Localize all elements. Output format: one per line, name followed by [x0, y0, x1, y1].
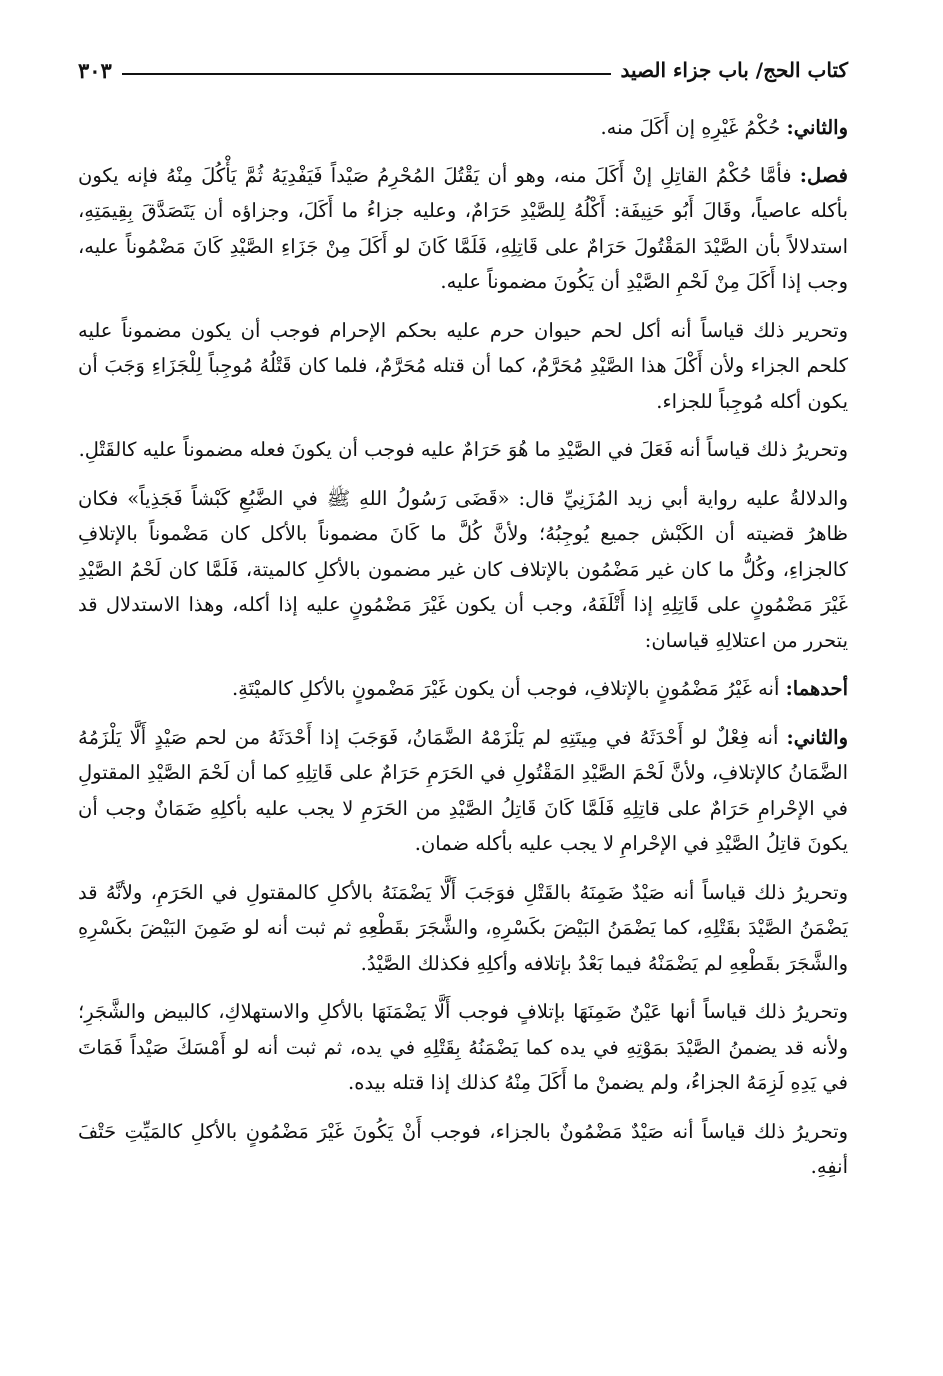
book-page — [78, 52, 848, 1198]
running-title: كتاب الحج/ باب جزاء الصيد — [620, 58, 848, 82]
paragraph-lead: فصل: — [799, 163, 848, 187]
paragraph-text: وتحريرُ ذلك قياساً أنها عَيْنٌ ضَمِنَهَا بإتلافٍ فوجب أَلَّا يَضْمَنَهَا بالأكلِ والاستهلاكِ، كالبيض والشَّجَرِ؛ ولأنه قد يضمنُ الصَّيْدَ بمَوْتِهِ في يده كما يَضْمَنُهُ بِقَتْلِهِ في يده، ثم ثبت أنه لو أَمْسَكَ صَيْداً فَمَاتَ في يَدِهِ لَزِمَهُ الجزاءُ، ولم يضمنْ ما أَكَلَ مِنْهُ كذلك إذا قتله بيده. — [78, 1000, 848, 1094]
paragraph-text: وتحريرُ ذلك قياساً أنه صَيْدٌ مَضْمُونٌ بالجزاء، فوجب أَنْ يَكُونَ غَيْرَ مَضْمُونٍ بالأكلِ كالمَيِّتِ حَتْفَ أنفِهِ. — [78, 1119, 848, 1178]
paragraph — [78, 481, 848, 659]
paragraph-lead: أحدهما: — [785, 677, 848, 700]
paragraph-text: أنه غَيْرُ مَضْمُونٍ بالإتلافِ، فوجب أن يكون غَيْرَ مَضْمونٍ بالأكلِ كالميْتَةِ. — [231, 677, 786, 700]
header-rule — [122, 73, 611, 75]
page-header — [78, 52, 848, 88]
paragraph — [78, 1114, 848, 1185]
paragraph-text: والدلالةُ عليه رواية أبي زيد المُزَنِيِّ قال: «قَضَى رَسُولُ اللهِ ﷺ في الضَّبُعِ كَبْشاً فَجَذِياً» فكان ظاهرُ قضيته أن الكَبْش جميع يُوجِبُهُ؛ ولأنَّ كُلَّ ما كَانَ مضموناً بالأكل كان مَضْموناً بالإتلافِ كالجزاءِ، وكُلُّ ما كان غير مَضْمُون بالإتلاف كان غير مضمون بالأكلِ كالميتة، فَلَمَّا كان لَحْمُ الصَّيْدِ غَيْرَ مَضْمُونٍ على قَاتِلِهِ إذا أَتْلَفَهُ، وجب أن يكون غَيْرَ مَضْمُونٍ عليه إذا أكله، وهذا الاستدلال قد يتحرر من اعتلالِهِ قياسان: — [78, 486, 848, 652]
paragraph — [78, 432, 848, 468]
paragraph-text: وتحرير ذلك قياساً أنه أكل لحم حيوان حرم عليه بحكم الإحرام فوجب أن يكون مضموناً عليه كلحم الجزاء ولأن أَكْلَ هذا الصَّيْدِ مُحَرَّمٌ، كما أن قتله مُحَرَّمٌ، فلما كان قَتْلُهُ مُوجِباً لِلْجَزَاءِ وَجَبَ أن يكون أكله مُوجِباً للجزاء. — [78, 318, 848, 413]
paragraph — [78, 313, 848, 420]
paragraph-text: وتحريرُ ذلك قياساً أنه صَيْدٌ ضَمِنَهُ بالقَتْلِ فوَجَبَ أَلَّا يَضْمَنَهُ بالأكلِ كالمقتولِ في الحَرَمِ، ولأنَّهُ قد يَضْمَنُ الصَّيْدَ بقَتْلِهِ، كما يَضْمَنُ البَيْضَ بكَسْرِهِ، والشَّجَرَ بقَطْعِهِ ثم ثبت أنه لو ضَمِنَ البَيْضَ بكَسْرِهِ والشَّجَرَ بقَطْعِهِ لم يَضْمَنْهُ فيما بَعْدُ بإتلافه وأكلِهِ فكذلك الصَّيْدُ. — [78, 880, 848, 975]
paragraph-lead: والثاني: — [786, 116, 848, 139]
page-body — [78, 110, 848, 1185]
paragraph-text: فأمَّا حُكْمُ القاتِلِ إنْ أَكَلَ منه، وهو أن يَقْتُلَ المُحْرِمُ صَيْداً فَيَفْدِيَهُ ثُمَّ يَأْكُلَ مِنْهُ فإنه يكون بأكله عاصياً، وقَالَ أَبُو حَنِيفَة: أَكْلُهُ لِلصَّيْدِ حَرَامٌ، وعليه جزاءُ ما أَكَلَ، وجزاؤه أن يَتَصَدَّقَ بِقِيمَتِهِ، استدلالاً بأن الصَّيْدَ المَقْتُولَ حَرَامٌ على قَاتِلِهِ، فَلَمَّا كَانَ لو أَكَلَ مِنْ جَزَاءِ الصَّيْدِ كَانَ مَضْمُوناً عليه، وجب إذا أَكَلَ مِنْ لَحْمِ الصَّيْدِ أن يَكُونَ مضموناً عليه. — [78, 163, 848, 293]
paragraph — [78, 994, 848, 1101]
paragraph — [78, 875, 848, 982]
paragraph — [78, 671, 848, 707]
paragraph — [78, 110, 848, 146]
paragraph — [78, 158, 848, 300]
paragraph-text: أنه فِعْلٌ لو أَحْدَثَهُ في مِيتَتِهِ لم يَلْزَمْهُ الضَّمَانُ، فَوَجَبَ إذا أَحْدَثَهُ من لحم صَيْدٍ أَلَّا يَلْزَمُهُ الضَّمَانُ كالإتلافِ، ولأنَّ لَحْمَ الصَّيْدِ المَقْتُولِ في الحَرَمِ حَرَامٌ على قَاتِلِهِ كما أن لَحْمَ الصَّيْدِ المقتولِ في الإحْرامِ حَرَامٌ على قاتِلِهِ فَلَمَّا كَانَ قَاتِلُ الصَّيْدِ من الحَرَمِ لا يجب عليه بأكلِهِ ضَمَانٌ وجب أن يكونَ قاتِلُ الصَّيْدِ في الإحْرامِ لا يجب عليه بأكله ضمان. — [78, 725, 848, 855]
paragraph-text: وتحريرُ ذلك قياساً أنه فَعَلَ في الصَّيْدِ ما هُوَ حَرَامٌ عليه فوجب أن يكونَ فعله مضموناً عليه كالقَتْلِ. — [78, 438, 848, 461]
paragraph — [78, 720, 848, 862]
paragraph-text: حُكْمُ غَيْرِهِ إن أَكَلَ منه. — [600, 116, 787, 139]
page-number: ٣٠٣ — [78, 57, 112, 83]
paragraph-lead: والثاني: — [786, 725, 848, 749]
